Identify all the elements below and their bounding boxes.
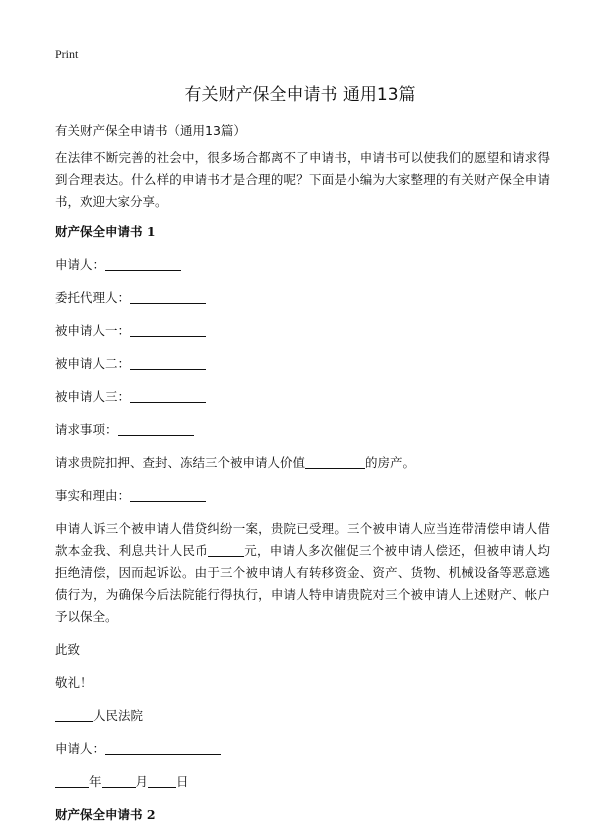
amount-blank bbox=[208, 543, 244, 557]
respondent3-field bbox=[55, 386, 550, 408]
agent-field bbox=[55, 287, 550, 309]
section-heading-1: 财产保全申请书 1 bbox=[55, 224, 156, 239]
intro-paragraph: 在法律不断完善的社会中，很多场合都离不了申请书，申请书可以使我们的愿望和请求得到合理表达。什么样的申请书才是合理的呢？下面是小编为大家整理的有关财产保全申请书，欢迎大家分享。 bbox=[55, 150, 550, 209]
request-statement bbox=[55, 452, 550, 474]
respondent2-field bbox=[55, 353, 550, 375]
date-year: 年 bbox=[89, 774, 102, 789]
print-label[interactable]: Print bbox=[55, 47, 79, 61]
facts-blank bbox=[130, 488, 206, 502]
property-value-blank bbox=[305, 455, 365, 469]
facts-paragraph bbox=[55, 518, 550, 628]
date-day: 日 bbox=[176, 774, 189, 789]
respondent1-label: 被申请人一： bbox=[55, 323, 131, 338]
request-text-a: 请求贵院扣押、查封、冻结三个被申请人价值 bbox=[55, 455, 306, 470]
applicant-blank bbox=[105, 257, 181, 271]
respondent2-label: 被申请人二： bbox=[55, 356, 131, 371]
court-line bbox=[55, 705, 550, 727]
request-blank bbox=[118, 422, 194, 436]
page-title: 有关财产保全申请书 通用13篇 bbox=[184, 85, 416, 105]
court-suffix: 人民法院 bbox=[93, 708, 144, 723]
agent-label: 委托代理人： bbox=[55, 290, 131, 305]
year-blank bbox=[55, 774, 89, 788]
closing-salute: 敬礼！ bbox=[55, 675, 93, 690]
document-body bbox=[55, 120, 550, 826]
section-heading-2: 财产保全申请书 2 bbox=[55, 807, 156, 822]
applicant-field bbox=[55, 254, 550, 276]
facts-text-a: 申请人诉三个被申请人借贷纠纷一案，贵院已受理。三个被申请人应当连带清偿申请人借款本金我、利息共计人民币 bbox=[55, 521, 550, 558]
request-text-b: 的房产。 bbox=[365, 455, 416, 470]
facts-field bbox=[55, 485, 550, 507]
sign-applicant-label: 申请人： bbox=[55, 741, 106, 756]
respondent3-blank bbox=[130, 389, 206, 403]
closing-to: 此致 bbox=[55, 642, 81, 657]
respondent1-field bbox=[55, 320, 550, 342]
facts-text-b: 元，申请人多次催促三个被申请人偿还，但被申请人均拒绝清偿，因而起诉讼。由于三个被申请人有转移资金、资产、货物、机械设备等恶意逃债行为，为确保今后法院能行得执行，申请人特申请贵院对三个被申请人上述财产、帐户予以保全。 bbox=[55, 543, 550, 624]
agent-blank bbox=[130, 290, 206, 304]
sign-applicant-field bbox=[55, 738, 550, 760]
month-blank bbox=[102, 774, 136, 788]
document-subtitle: 有关财产保全申请书（通用13篇） bbox=[55, 123, 246, 138]
respondent2-blank bbox=[130, 356, 206, 370]
date-line bbox=[55, 771, 550, 793]
respondent1-blank bbox=[130, 323, 206, 337]
facts-label: 事实和理由： bbox=[55, 488, 131, 503]
day-blank bbox=[148, 774, 176, 788]
request-field bbox=[55, 419, 550, 441]
applicant-label: 申请人： bbox=[55, 257, 106, 272]
request-label: 请求事项： bbox=[55, 422, 118, 437]
date-month: 月 bbox=[135, 774, 149, 789]
respondent3-label: 被申请人三： bbox=[55, 389, 131, 404]
court-name-blank bbox=[55, 708, 93, 722]
sign-applicant-blank bbox=[105, 741, 221, 755]
